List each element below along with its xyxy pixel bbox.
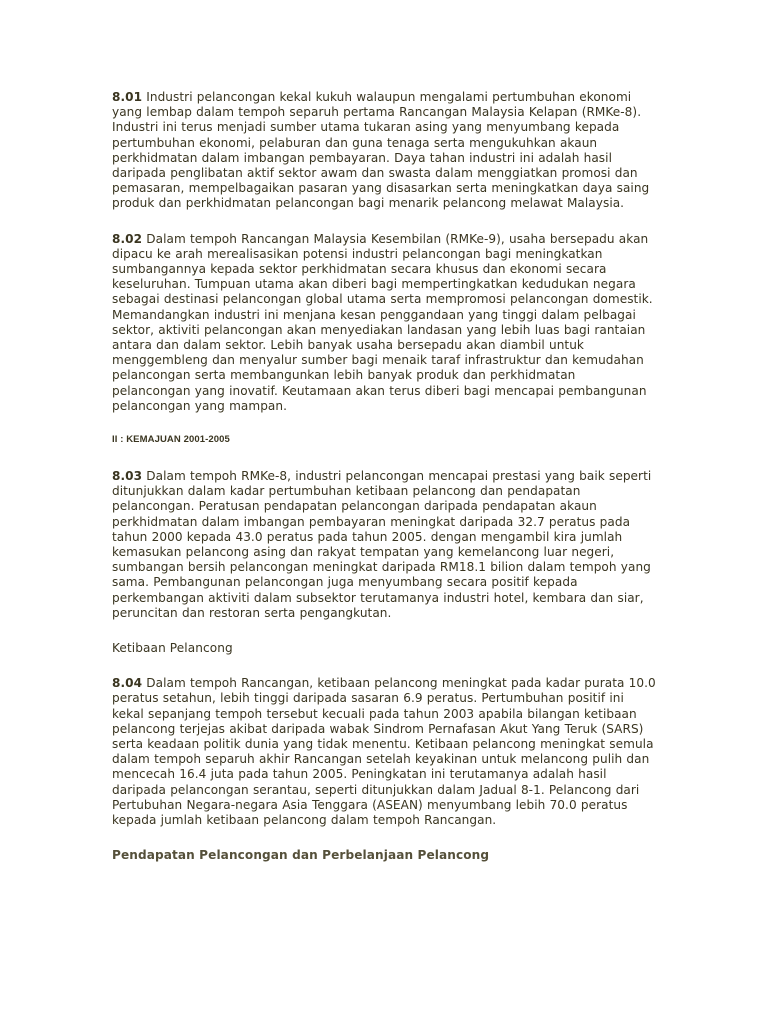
paragraph-number: 8.02 (112, 231, 143, 246)
paragraph-8-01 (112, 90, 658, 212)
section-heading: II : KEMAJUAN 2001-2005 (112, 434, 230, 446)
paragraph-number: 8.03 (112, 469, 143, 484)
document-page (112, 90, 658, 883)
paragraph-8-03 (112, 469, 658, 621)
paragraph-8-04 (112, 676, 658, 828)
paragraph-text: Dalam tempoh RMKe-8, industri pelancongan mencapai prestasi yang baik seperti ditunjukkan dalam kadar pertumbuhan ketibaan pelancong dan pendapatan pelancongan. Peratusan pendapatan pelancongan daripada pendapatan akaun perkhidmatan dalam imbangan pembayaran meningkat daripada 32.7 peratus pada tahun 2000 kepada 43.0 peratus pada tahun 2005. dengan mengambil kira jumlah kemasukan pelancong asing dan rakyat tempatan yang kemelancong luar negeri, sumbangan bersih pelancongan meningkat daripada RM18.1 bilion dalam tempoh yang sama. Pembangunan pelancongan juga menyumbang secara positif kepada perkembangan aktiviti dalam subsektor terutamanya industri hotel, kembara dan siar, peruncitan dan restoran serta pengangkutan. (112, 469, 652, 620)
paragraph-number: 8.01 (112, 90, 143, 104)
paragraph-text: Industri pelancongan kekal kukuh walaupun mengalami pertumbuhan ekonomi yang lembap dalam tempoh separuh pertama Rancangan Malaysia Kelapan (RMKe-8). Industri ini terus menjadi sumber utama tukaran asing yang menyumbang kepada pertumbuhan ekonomi, pelaburan dan guna tenaga serta mengukuhkan akaun perkhidmatan dalam imbangan pembayaran. Daya tahan industri ini adalah hasil daripada penglibatan aktif sektor awam dan swasta dalam menggiatkan promosi dan pemasaran, mempelbagaikan pasaran yang disasarkan serta meningkatkan daya saing produk dan perkhidmatan pelancongan bagi menarik pelancong melawat Malaysia. (112, 90, 650, 211)
paragraph-8-02 (112, 232, 658, 414)
paragraph-text: Dalam tempoh Rancangan, ketibaan pelancong meningkat pada kadar purata 10.0 peratus setahun, lebih tinggi daripada sasaran 6.9 peratus. Pertumbuhan positif ini kekal sepanjang tempoh tersebut kecuali pada tahun 2003 apabila bilangan ketibaan pelancong terjejas akibat daripada wabak Sindrom Pernafasan Akut Yang Teruk (SARS) serta keadaan politik dunia yang tidak menentu. Ketibaan pelancong meningkat semula dalam tempoh separuh akhir Rancangan setelah keyakinan untuk melancong pulih dan mencecah 16.4 juta pada tahun 2005. Peningkatan ini terutamanya adalah hasil daripada pelancongan serantau, seperti ditunjukkan dalam Jadual 8-1. Pelancong dari Pertubuhan Negara-negara Asia Tenggara (ASEAN) menyumbang lebih 70.0 peratus kepada jumlah ketibaan pelancong dalam tempoh Rancangan. (112, 676, 656, 827)
paragraph-text: Dalam tempoh Rancangan Malaysia Kesembilan (RMKe-9), usaha bersepadu akan dipacu ke arah merealisasikan potensi industri pelancongan bagi meningkatkan sumbangannya kepada sektor perkhidmatan secara khusus dan ekonomi secara keseluruhan. Tumpuan utama akan diberi bagi mempertingkatkan kedudukan negara sebagai destinasi pelancongan global utama serta mempromosi pelancongan domestik. Memandangkan industri ini menjana kesan penggandaan yang tinggi dalam pelbagai sektor, aktiviti pelancongan akan menyediakan landasan yang lebih luas bagi rantaian antara dan dalam sektor. Lebih banyak usaha bersepadu akan diambil untuk menggembleng dan menyalur sumber bagi menaik taraf infrastruktur dan kemudahan pelancongan serta membangunkan lebih banyak produk dan perkhidmatan pelancongan yang inovatif. Keutamaan akan terus diberi bagi mencapai pembangunan pelancongan yang mampan. (112, 231, 653, 413)
subheading-pendapatan: Pendapatan Pelancongan dan Perbelanjaan Pelancong (112, 848, 490, 863)
paragraph-number: 8.04 (112, 676, 143, 691)
subheading-ketibaan: Ketibaan Pelancong (112, 641, 233, 656)
